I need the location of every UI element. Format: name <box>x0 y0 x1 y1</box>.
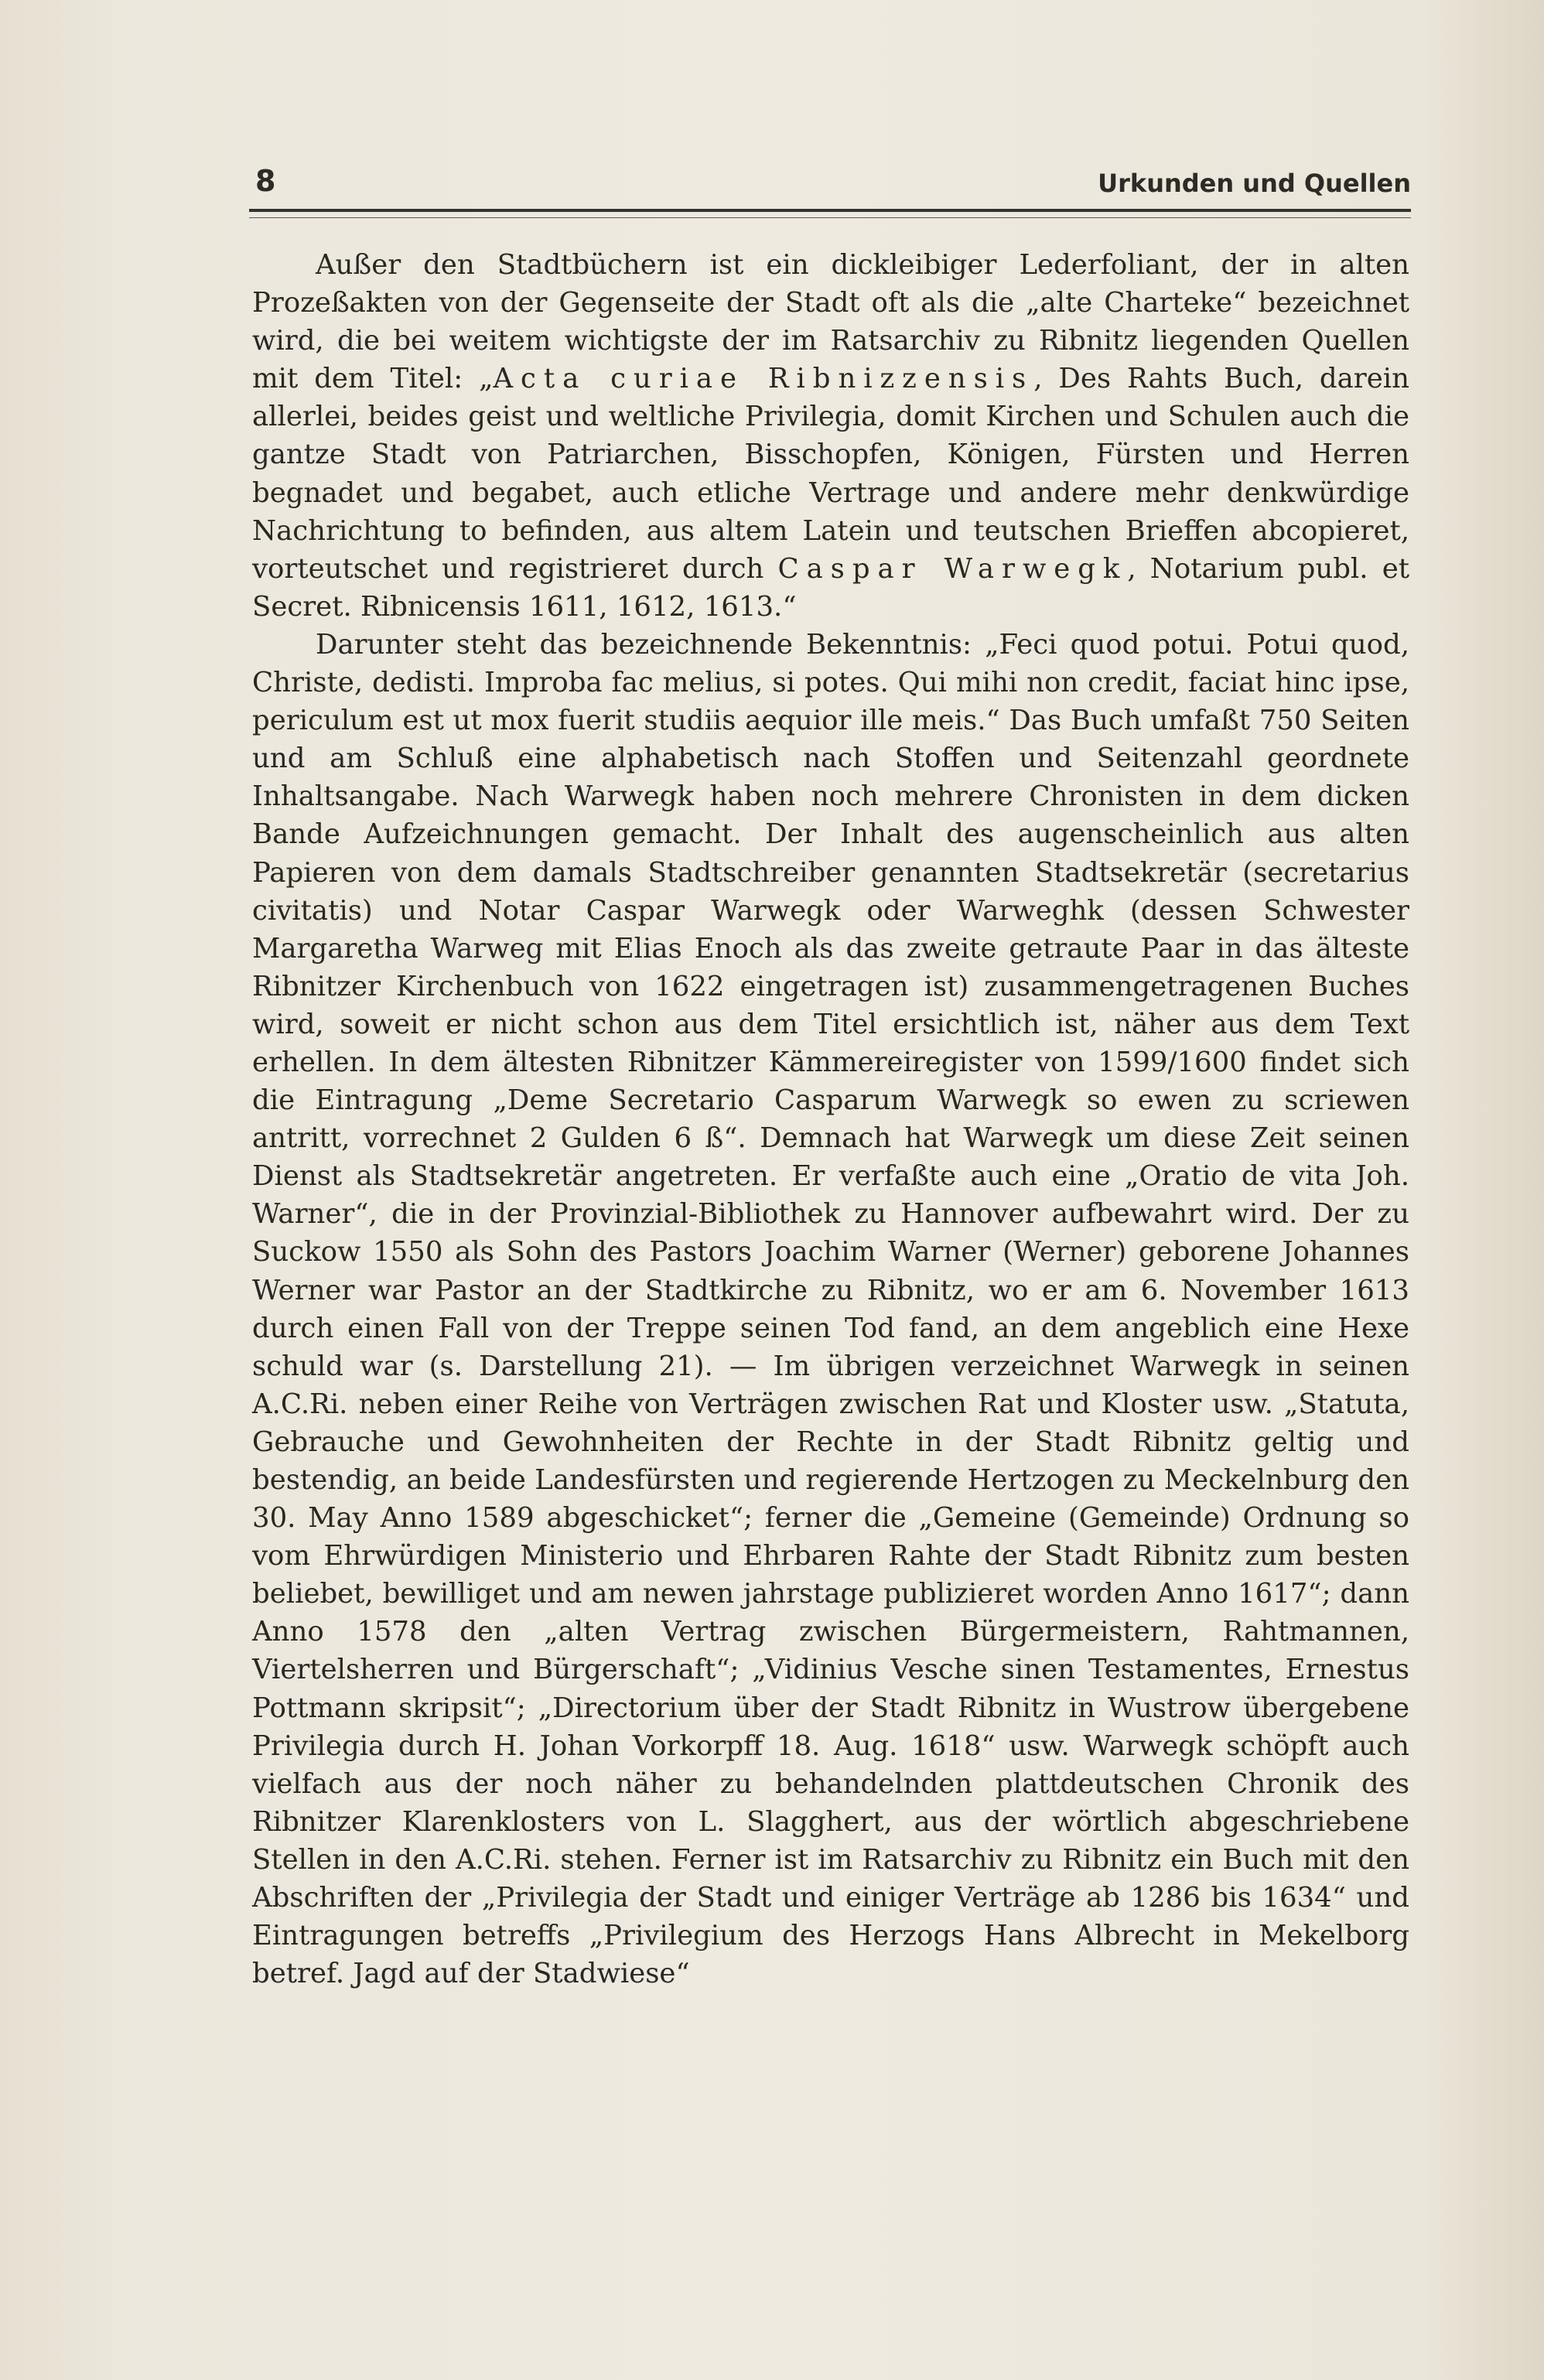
header-rule-thin <box>249 217 1411 218</box>
acta-title: Acta curiae Ribnizzensis <box>493 363 1034 395</box>
paragraph-1-part-b: , Des Rahts Buch, darein allerlei, beides geist und weltliche Privilegia, domit Kirchen und Schulen auch die gantze Stadt von Patriarchen, Bisschopfen, Königen, Fürsten und Herren begnadet und begabet, auch etliche Vertrage und andere mehr denkwürdige Nachrichtung to befinden, aus altem Latein und teutschen Brieffen abcopieret, vorteutschet und registrieret durch <box>252 363 1409 585</box>
running-head: Urkunden und Quellen <box>1098 169 1411 198</box>
page-number: 8 <box>255 164 276 198</box>
paragraph-1-part-c: , Notarium publ. et Secret. Ribnicensis 1611, 1612, 1613.“ <box>252 552 1409 623</box>
body-text <box>252 246 1409 1992</box>
header-rule <box>249 209 1411 212</box>
page-header <box>249 161 1411 206</box>
author-name: Caspar Warwegk <box>777 552 1128 585</box>
paragraph-1 <box>252 246 1409 626</box>
paragraph-1-part-a: Außer den Stadtbüchern ist ein dickleibiger Lederfoliant, der in alten Prozeßakten von der Gegenseite der Stadt oft als die „alte Charteke“ bezeichnet wird, die bei weitem wichtigste der im Ratsarchiv zu Ribnitz liegenden Quellen mit dem Titel: „ <box>252 249 1409 395</box>
paragraph-2: Darunter steht das bezeichnende Bekenntnis: „Feci quod potui. Potui quod, Christe, dedisti. Improba fac melius, si potes. Qui mihi non credit, faciat hinc ipse, periculum est ut mox fuerit studiis aequior ille meis.“ Das Buch umfaßt 750 Seiten und am Schluß eine alphabetisch nach Stoffen und Seitenzahl geordnete Inhaltsangabe. Nach Warwegk haben noch mehrere Chronisten in dem dicken Bande Aufzeichnungen gemacht. Der Inhalt des augenscheinlich aus alten Papieren von dem damals Stadtschreiber genannten Stadtsekretär (secretarius civitatis) und Notar Caspar Warwegk oder Warweghk (dessen Schwester Margaretha Warweg mit Elias Enoch als das zweite getraute Paar in das älteste Ribnitzer Kirchenbuch von 1622 eingetragen ist) zusammengetragenen Buches wird, soweit er nicht schon aus dem Titel ersichtlich ist, näher aus dem Text erhellen. In dem ältesten Ribnitzer Kämmereiregister von 1599/1600 findet sich die Eintragung „Deme Secretario Casparum Warwegk so ewen zu scriewen antritt, vorrechnet 2 Gulden 6 ß“. Demnach hat Warwegk um diese Zeit seinen Dienst als Stadtsekretär angetreten. Er verfaßte auch eine „Oratio de vita Joh. Warner“, die in der Provinzial-Bibliothek zu Hannover aufbewahrt wird. Der zu Suckow 1550 als Sohn des Pastors Joachim Warner (Werner) geborene Johannes Werner war Pastor an der Stadtkirche zu Ribnitz, wo er am 6. November 1613 durch einen Fall von der Treppe seinen Tod fand, an dem angeblich eine Hexe schuld war (s. Darstellung 21). — Im übrigen verzeichnet Warwegk in seinen A.C.Ri. neben einer Reihe von Verträgen zwischen Rat und Kloster usw. „Statuta, Gebrauche und Gewohnheiten der Rechte in der Stadt Ribnitz geltig und bestendig, an beide Landesfürsten und regierende Hertzogen zu Meckelnburg den 30. May Anno 1589 abgeschicket“; ferner die „Gemeine (Gemeinde) Ordnung so vom Ehrwürdigen Ministerio und Ehrbaren Rahte der Stadt Ribnitz zum besten beliebet, bewilliget und am newen jahrstage publizieret worden Anno 1617“; dann Anno 1578 den „alten Vertrag zwischen Bürgermeistern, Rahtmannen, Viertelsherren und Bürgerschaft“; „Vidinius Vesche sinen Testamentes, Ernestus Pottmann skripsit“; „Directorium über der Stadt Ribnitz in Wustrow übergebene Privilegia durch H. Johan Vorkorpff 18. Aug. 1618“ usw. Warwegk schöpft auch vielfach aus der noch näher zu behandelnden plattdeutschen Chronik des Ribnitzer Klarenklosters von L. Slagghert, aus der wörtlich abgeschriebene Stellen in den A.C.Ri. stehen. Ferner ist im Ratsarchiv zu Ribnitz ein Buch mit den Abschriften der „Privilegia der Stadt und einiger Verträge ab 1286 bis 1634“ und Eintragungen betreffs „Privilegium des Herzogs Hans Albrecht in Mekelborg betref. Jagd auf der Stadwiese“ <box>252 628 1409 1990</box>
